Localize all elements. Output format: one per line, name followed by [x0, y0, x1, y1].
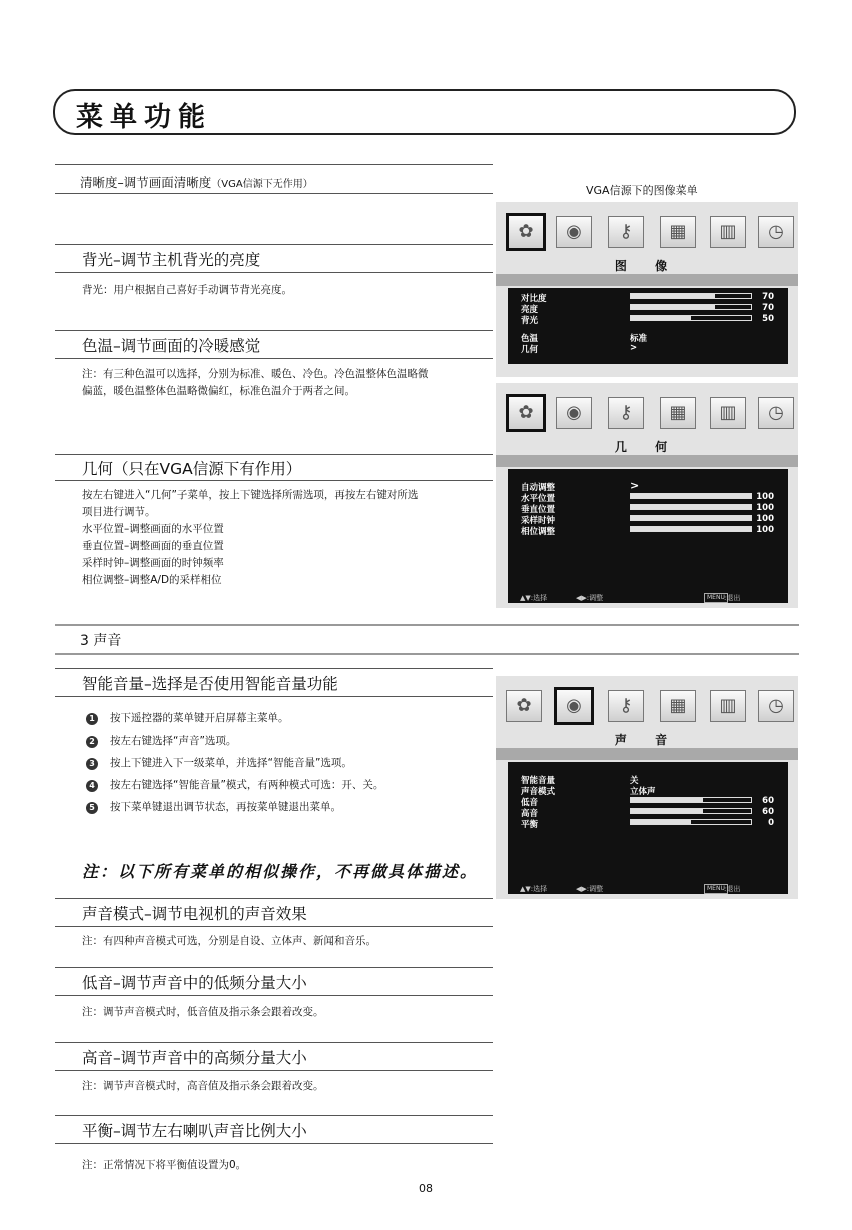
level-fill	[631, 516, 751, 520]
menu-stripe	[496, 748, 798, 760]
divider	[55, 696, 493, 697]
sharpness-sub: （VGA信源下无作用）	[211, 179, 313, 190]
menu-key-icon: MENU	[704, 593, 728, 603]
menu-row-label: 声音模式	[521, 787, 556, 797]
divider	[55, 454, 493, 455]
level-bar[interactable]	[630, 797, 752, 803]
treble-heading: 高音–调节声音中的高频分量大小	[82, 1049, 307, 1067]
menu-row-label: 高音	[521, 809, 539, 819]
menu-title: 几 何	[614, 440, 680, 454]
level-bar[interactable]	[630, 819, 752, 825]
divider	[55, 1115, 493, 1116]
geometry-heading: 几何（只在VGA信源下有作用）	[82, 460, 302, 478]
menu-row-value[interactable]: >	[630, 343, 638, 353]
book-icon[interactable]: ▥	[710, 690, 746, 722]
level-bar[interactable]	[630, 504, 752, 510]
divider	[55, 1042, 493, 1043]
menu-row-value: 100	[756, 514, 774, 524]
sound-menu-panel	[496, 676, 798, 899]
menu-row-value: 0	[768, 818, 774, 828]
step-number: 4	[86, 780, 98, 792]
geometry-line: 采样时钟–调整画面的时钟频率	[82, 557, 224, 569]
menu-screen	[508, 762, 788, 894]
menu-row-value: 70	[762, 292, 774, 302]
menu-screen	[508, 288, 788, 329]
step-number: 3	[86, 758, 98, 770]
channel-icon[interactable]: ▦	[660, 690, 696, 722]
menu-stripe	[496, 455, 798, 467]
footer-exit-hint: :退出	[724, 885, 741, 893]
bass-heading: 低音–调节声音中的低频分量大小	[82, 974, 307, 992]
level-fill	[631, 798, 703, 802]
balance-heading: 平衡–调节左右喇叭声音比例大小	[82, 1122, 307, 1140]
sharpness-heading: 清晰度–调节画面清晰度（VGA信源下无作用）	[80, 175, 313, 190]
level-fill	[631, 316, 691, 320]
level-fill	[631, 809, 703, 813]
geometry-line: 项目进行调节。	[82, 506, 156, 518]
menu-key-icon: MENU	[704, 884, 728, 894]
divider	[55, 668, 493, 669]
menu-row-label: 水平位置	[521, 494, 556, 504]
key-icon[interactable]: ⚷	[608, 690, 644, 722]
divider	[55, 898, 493, 899]
sound-icon[interactable]: ◉	[556, 397, 592, 429]
step-number: 5	[86, 802, 98, 814]
menu-row-value: 50	[762, 314, 774, 324]
level-bar[interactable]	[630, 304, 752, 310]
divider	[55, 967, 493, 968]
footer-adjust-hint: ◀▶:调整	[576, 885, 604, 893]
section-heading: 3 声音	[80, 633, 122, 649]
divider	[55, 330, 493, 331]
sound-icon[interactable]: ◉	[554, 687, 594, 725]
level-fill	[631, 305, 715, 309]
picture-icon[interactable]: ✿	[506, 394, 546, 432]
step-text: 按下遥控器的菜单键开启屏幕主菜单。	[110, 712, 289, 724]
divider	[55, 1070, 493, 1071]
menu-row-value[interactable]: 关	[630, 776, 639, 786]
sound-mode-text: 注：有四种声音模式可选，分别是自设、立体声、新闻和音乐。	[82, 935, 376, 947]
geometry-menu-panel	[496, 383, 798, 608]
divider	[55, 358, 493, 359]
key-icon[interactable]: ⚷	[608, 216, 644, 248]
sound-mode-heading: 声音模式–调节电视机的声音效果	[82, 905, 307, 923]
backlight-heading: 背光–调节主机背光的亮度	[82, 251, 261, 269]
geometry-line: 垂直位置–调整画面的垂直位置	[82, 540, 224, 552]
book-icon[interactable]: ▥	[710, 216, 746, 248]
menu-screen-continued	[508, 329, 788, 364]
colortemp-heading: 色温–调节画面的冷暖感觉	[82, 337, 261, 355]
level-fill	[631, 294, 715, 298]
page-title: 菜单功能	[76, 102, 212, 133]
menu-row-label: 色温	[521, 334, 539, 344]
panel-edge	[496, 329, 508, 377]
menu-row-value: 100	[756, 492, 774, 502]
level-fill	[631, 527, 751, 531]
menu-row-label: 采样时钟	[521, 516, 556, 526]
level-fill	[631, 494, 751, 498]
menu-icon-bar	[506, 690, 788, 726]
divider	[55, 480, 493, 481]
menu-row-value: 60	[762, 807, 774, 817]
geometry-line: 水平位置–调整画面的水平位置	[82, 523, 224, 535]
step-text: 按下菜单键退出调节状态，再按菜单键退出菜单。	[110, 801, 341, 813]
menu-row-label: 低音	[521, 798, 539, 808]
menu-row-label: 几何	[521, 345, 539, 355]
channel-icon[interactable]: ▦	[660, 216, 696, 248]
clock-icon[interactable]: ◷	[758, 397, 794, 429]
geometry-line: 按左右键进入“几何”子菜单，按上下键选择所需选项，再按左右键对所选	[82, 489, 419, 501]
colortemp-line1: 注：有三种色温可以选择，分别为标准、暖色、冷色。冷色温整体色温略微	[82, 368, 429, 380]
step-text: 按左右键选择“声音”选项。	[110, 735, 237, 747]
page-number: 08	[419, 1182, 433, 1195]
image-menu-panel	[496, 202, 798, 329]
level-fill	[631, 820, 691, 824]
level-bar[interactable]	[630, 515, 752, 521]
menu-title: 图 像	[614, 259, 680, 273]
geometry-line: 相位调整–调整A/D的采样相位	[82, 574, 222, 586]
balance-text: 注：正常情况下将平衡值设置为0。	[82, 1159, 247, 1171]
clock-icon[interactable]: ◷	[758, 216, 794, 248]
footer-select-hint: ▲▼:选择	[520, 594, 548, 602]
divider	[55, 995, 493, 996]
divider	[55, 926, 493, 927]
menu-icon-bar	[506, 216, 788, 252]
menu-icon-bar	[506, 397, 788, 433]
level-bar[interactable]	[630, 293, 752, 299]
level-fill	[631, 505, 751, 509]
book-icon[interactable]: ▥	[710, 397, 746, 429]
level-bar[interactable]	[630, 526, 752, 532]
step-text: 按左右键选择“智能音量”模式，有两种模式可选：开、关。	[110, 779, 384, 791]
bass-text: 注：调节声音模式时，低音值及指示条会跟着改变。	[82, 1006, 324, 1018]
note-text: 注：以下所有菜单的相似操作，不再做具体描述。	[82, 862, 479, 881]
divider	[55, 1143, 493, 1144]
level-bar[interactable]	[630, 493, 752, 499]
menu-title: 声 音	[614, 733, 680, 747]
backlight-text: 背光：用户根据自己喜好手动调节背光亮度。	[82, 284, 292, 296]
treble-text: 注：调节声音模式时，高音值及指示条会跟着改变。	[82, 1080, 324, 1092]
level-bar[interactable]	[630, 808, 752, 814]
menu-row-label: 相位调整	[521, 527, 556, 537]
divider	[55, 244, 493, 245]
menu-caption: VGA信源下的图像菜单	[586, 184, 698, 197]
menu-row-label: 垂直位置	[521, 505, 556, 515]
panel-bottom	[508, 364, 788, 377]
menu-row-value: 70	[762, 303, 774, 313]
menu-row-value[interactable]: 标准	[630, 334, 648, 344]
menu-stripe	[496, 274, 798, 286]
menu-row-label: 自动调整	[521, 483, 556, 493]
menu-row-value: 100	[756, 525, 774, 535]
menu-row-label: 亮度	[521, 305, 539, 315]
footer-adjust-hint: ◀▶:调整	[576, 594, 604, 602]
divider	[55, 193, 493, 194]
footer-select-hint: ▲▼:选择	[520, 885, 548, 893]
menu-screen	[508, 469, 788, 603]
step-text: 按上下键进入下一级菜单，并选择“智能音量”选项。	[110, 757, 352, 769]
footer-exit-hint: :退出	[724, 594, 741, 602]
channel-icon[interactable]: ▦	[660, 397, 696, 429]
menu-row-label: 平衡	[521, 820, 539, 830]
picture-icon[interactable]: ✿	[506, 213, 546, 251]
level-bar[interactable]	[630, 315, 752, 321]
panel-edge	[788, 329, 798, 377]
section-divider	[55, 624, 799, 626]
step-number: 2	[86, 736, 98, 748]
picture-icon[interactable]: ✿	[506, 690, 542, 722]
menu-row-label: 对比度	[521, 294, 547, 304]
clock-icon[interactable]: ◷	[758, 690, 794, 722]
step-number: 1	[86, 713, 98, 725]
smart-volume-heading: 智能音量–选择是否使用智能音量功能	[82, 675, 338, 693]
divider	[55, 164, 493, 165]
divider	[55, 272, 493, 273]
menu-row-value: 100	[756, 503, 774, 513]
menu-row-label: 背光	[521, 316, 539, 326]
key-icon[interactable]: ⚷	[608, 397, 644, 429]
menu-row-value[interactable]: >	[630, 479, 640, 492]
sound-icon[interactable]: ◉	[556, 216, 592, 248]
menu-row-value[interactable]: 立体声	[630, 787, 656, 797]
colortemp-line2: 偏蓝，暖色温整体色温略微偏红，标准色温介于两者之间。	[82, 385, 355, 397]
section-divider	[55, 653, 799, 655]
menu-row-value: 60	[762, 796, 774, 806]
menu-row-label: 智能音量	[521, 776, 556, 786]
